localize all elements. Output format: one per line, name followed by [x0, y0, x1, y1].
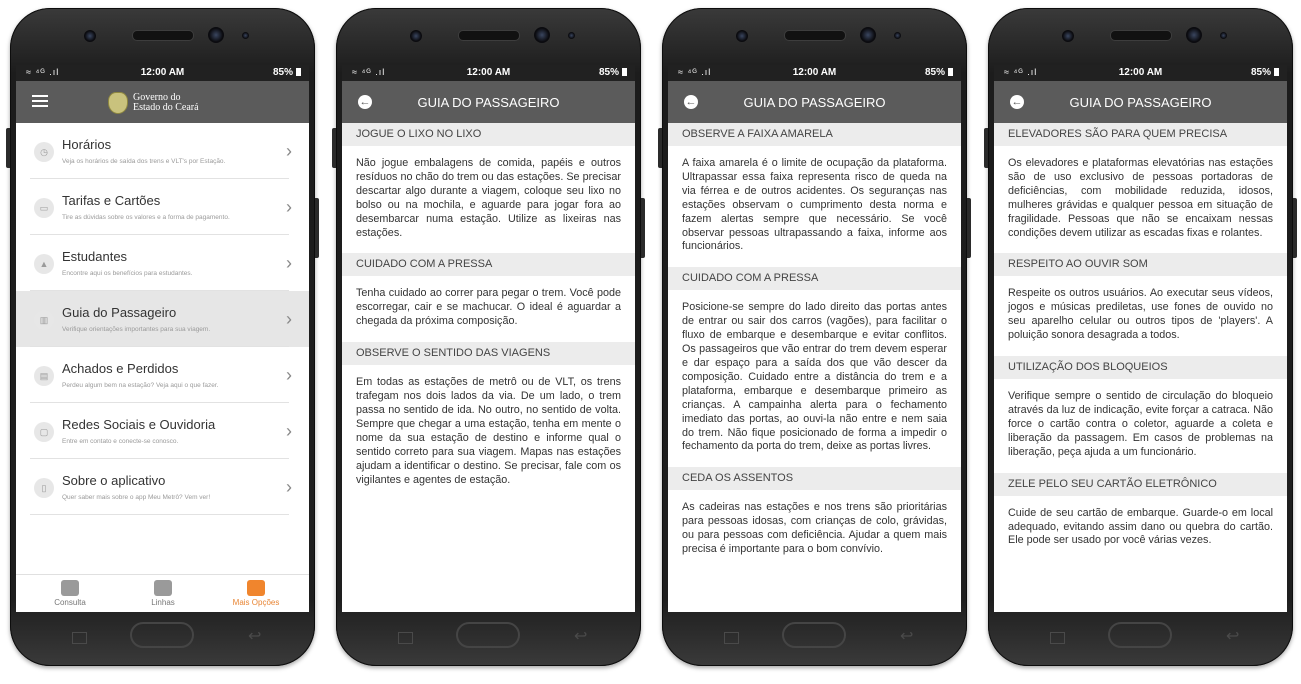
earpiece-speaker	[784, 30, 846, 41]
chevron-right-icon: ›	[286, 309, 292, 329]
status-bar	[668, 65, 961, 81]
menu-item-subtitle: Verifique orientações importantes para sua viagem.	[62, 326, 211, 333]
section-header: OBSERVE A FAIXA AMARELA	[668, 123, 961, 146]
open-book-icon	[247, 580, 265, 596]
menu-item-title: Horários	[62, 137, 112, 152]
section-body: Não jogue embalagens de comida, papéis e outros resíduos no chão do trem ou das estações. Se precisar descartar algo durante a viagem, coloque seu lixo no bolso ou na mochila, e aguarde para jogar fora ao desembarcar numa estação. Utilize as lixeiras nas estações.	[356, 157, 621, 239]
box-icon: ▤	[34, 366, 54, 386]
phone-frame-guide-2	[662, 8, 967, 666]
menu-item-title: Tarifas e Cartões	[62, 193, 161, 208]
chevron-right-icon: ›	[286, 253, 292, 273]
card-icon: ▭	[34, 198, 54, 218]
map-icon	[61, 580, 79, 596]
menu-item-title: Estudantes	[62, 249, 128, 264]
menu-item[interactable]	[16, 235, 309, 291]
section-body: Respeite os outros usuários. Ao executar seus vídeos, jogos e músicas prediletas, use fones de ouvido no seu aparelho celular ou outros tipos de 'players'. A poluição sonora desagrada a todos.	[1008, 287, 1273, 342]
home-button[interactable]	[782, 622, 846, 648]
page-title: GUIA DO PASSAGEIRO	[743, 95, 886, 110]
front-camera	[534, 27, 550, 43]
battery-level: 85%	[599, 67, 627, 78]
iris-sensor	[568, 32, 575, 39]
earpiece-speaker	[1110, 30, 1172, 41]
status-bar	[16, 65, 309, 81]
battery-icon	[622, 68, 627, 76]
menu-item[interactable]	[16, 459, 309, 515]
guide-screen	[668, 65, 961, 612]
hamburger-menu-icon[interactable]	[32, 95, 48, 107]
front-sensor	[1062, 30, 1074, 42]
battery-level: 85%	[273, 67, 301, 78]
menu-item-title: Guia do Passageiro	[62, 305, 177, 320]
tab-mais-opções[interactable]	[216, 580, 296, 607]
battery-icon	[948, 68, 953, 76]
tab-label: Consulta	[54, 598, 86, 607]
menu-item-subtitle: Tire as dúvidas sobre os valores e a forma de pagamento.	[62, 214, 230, 221]
section-header: OBSERVE O SENTIDO DAS VIAGENS	[342, 342, 635, 365]
section-body: Os elevadores e plataformas elevatórias nas estações são de uso exclusivo de pessoas portadoras de deficiências, com mobilidade reduzida, idosos, mulheres grávidas e qualquer pessoa em situação de fragilidade. Pessoas que não se encaixam nessas condições devem utilizar as escadas fixas e rolantes.	[1008, 157, 1273, 239]
phone-frame-menu	[10, 8, 315, 666]
recents-key-icon[interactable]	[1050, 632, 1065, 644]
chevron-right-icon: ›	[286, 197, 292, 217]
tab-linhas[interactable]	[123, 580, 203, 607]
guide-content[interactable]	[342, 123, 635, 612]
section-body: Cuide de seu cartão de embarque. Guarde-o em local adequado, evitando assim dano ou quebra do cartão. Ele pode ser usado por você várias vezes.	[1008, 506, 1273, 547]
hardware-keys	[16, 612, 309, 656]
signal-icon: ≈ ⁴ᴳ .ıl	[352, 67, 386, 77]
iris-sensor	[1220, 32, 1227, 39]
menu-item-title: Redes Sociais e Ouvidoria	[62, 417, 216, 432]
chevron-right-icon: ›	[286, 365, 292, 385]
status-time: 12:00 AM	[140, 67, 185, 78]
guide-screen	[994, 65, 1287, 612]
menu-item-subtitle: Perdeu algum bem na estação? Veja aqui o que fazer.	[62, 382, 219, 389]
state-seal-icon	[108, 92, 128, 114]
phone-frame-guide-1	[336, 8, 641, 666]
battery-level: 85%	[925, 67, 953, 78]
battery-icon	[296, 68, 301, 76]
front-sensor	[84, 30, 96, 42]
menu-item-subtitle: Quer saber mais sobre o app Meu Metrô? Vem ver!	[62, 494, 211, 501]
logo-line-1: Governo do	[133, 92, 181, 103]
section-body: Tenha cuidado ao correr para pegar o trem. Você pode escorregar, cair e se machucar. O ideal é aguardar a chegada da próxima composição.	[356, 287, 621, 328]
front-sensor	[736, 30, 748, 42]
front-sensor	[410, 30, 422, 42]
section-header: RESPEITO AO OUVIR SOM	[994, 253, 1287, 276]
menu-item-subtitle: Encontre aqui os benefícios para estudantes.	[62, 270, 193, 277]
government-logo	[108, 91, 199, 115]
menu-item[interactable]	[16, 347, 309, 403]
status-time: 12:00 AM	[1118, 67, 1163, 78]
home-button[interactable]	[130, 622, 194, 648]
section-header: UTILIZAÇÃO DOS BLOQUEIOS	[994, 356, 1287, 379]
app-bar	[16, 81, 309, 123]
menu-item-subtitle: Veja os horários de saída dos trens e VLT's por Estação.	[62, 158, 226, 165]
front-camera	[860, 27, 876, 43]
page-title: GUIA DO PASSAGEIRO	[1069, 95, 1212, 110]
recents-key-icon[interactable]	[72, 632, 87, 644]
chevron-right-icon: ›	[286, 141, 292, 161]
phone-icon: ▯	[34, 478, 54, 498]
menu-item[interactable]	[16, 123, 309, 179]
section-body: A faixa amarela é o limite de ocupação da plataforma. Ultrapassar essa faixa representa risco de queda na via férrea e de outros acidentes. Os seguranças nas estações observam o cumprimento desta norma e fazem alertas sempre que necessário. Se você observar pessoas ultrapassando a faixa, informe aos funcionários.	[682, 157, 947, 253]
menu-list	[16, 123, 309, 515]
section-header: ZELE PELO SEU CARTÃO ELETRÔNICO	[994, 473, 1287, 496]
menu-item[interactable]	[16, 179, 309, 235]
divider	[30, 514, 289, 515]
battery-icon	[1274, 68, 1279, 76]
iris-sensor	[242, 32, 249, 39]
signal-icon: ≈ ⁴ᴳ .ıl	[678, 67, 712, 77]
guide-screen	[342, 65, 635, 612]
app-bar	[668, 81, 961, 123]
status-time: 12:00 AM	[466, 67, 511, 78]
section-body: Em todas as estações de metrô ou de VLT, os trens trafegam nos dois lados da via. De um lado, o trem passa no sentido de ida. No outro, no sentido de volta. Sempre que chegar a uma estação, tenha em mente o nome da sua estação de destino e informe qual o sentido correto para sua viagem. Mapas nas estações ajudam a identificar o destino. Se precisar, fale com os vigilantes e agentes de estação.	[356, 376, 621, 486]
section-header: CEDA OS ASSENTOS	[668, 467, 961, 490]
status-bar	[342, 65, 635, 81]
app-bar	[994, 81, 1287, 123]
home-button[interactable]	[1108, 622, 1172, 648]
chevron-right-icon: ›	[286, 477, 292, 497]
front-camera	[208, 27, 224, 43]
book-icon: ▥	[34, 310, 54, 330]
guide-content[interactable]	[994, 123, 1287, 612]
back-arrow-icon[interactable]: ←	[685, 96, 697, 108]
menu-item[interactable]	[16, 403, 309, 459]
menu-screen	[16, 65, 309, 612]
section-header: ELEVADORES SÃO PARA QUEM PRECISA	[994, 123, 1287, 146]
section-header: CUIDADO COM A PRESSA	[668, 267, 961, 290]
tab-label: Mais Opções	[232, 598, 280, 607]
status-bar	[994, 65, 1287, 81]
section-header: CUIDADO COM A PRESSA	[342, 253, 635, 276]
back-arrow-icon[interactable]: ←	[1011, 96, 1023, 108]
train-icon	[154, 580, 172, 596]
front-camera	[1186, 27, 1202, 43]
bottom-tab-bar	[16, 574, 309, 612]
monitor-icon: ▢	[34, 422, 54, 442]
hardware-keys	[994, 612, 1287, 656]
app-bar	[342, 81, 635, 123]
recents-key-icon[interactable]	[724, 632, 739, 644]
status-time: 12:00 AM	[792, 67, 837, 78]
menu-item-title: Sobre o aplicativo	[62, 473, 166, 488]
battery-level: 85%	[1251, 67, 1279, 78]
phone-frame-guide-3	[988, 8, 1293, 666]
iris-sensor	[894, 32, 901, 39]
graduation-cap-icon: ▲	[34, 254, 54, 274]
signal-icon: ≈ ⁴ᴳ .ıl	[1004, 67, 1038, 77]
back-key-icon[interactable]: ↩	[900, 628, 914, 645]
clock-icon: ◷	[34, 142, 54, 162]
hardware-keys	[342, 612, 635, 656]
back-key-icon[interactable]: ↩	[574, 628, 588, 645]
recents-key-icon[interactable]	[398, 632, 413, 644]
tab-consulta[interactable]	[30, 580, 110, 607]
signal-icon: ≈ ⁴ᴳ .ıl	[26, 67, 60, 77]
back-key-icon[interactable]: ↩	[248, 628, 262, 645]
menu-item-title: Achados e Perdidos	[62, 361, 179, 376]
menu-item-subtitle: Entre em contato e conecte-se conosco.	[62, 438, 179, 445]
earpiece-speaker	[132, 30, 194, 41]
logo-line-2: Estado do Ceará	[133, 102, 199, 113]
home-button[interactable]	[456, 622, 520, 648]
section-body: Verifique sempre o sentido de circulação do bloqueio através da luz de indicação, evite forçar a catraca. Não force o cartão contra o coletor, aguarde a coleta e liberação da passagem. Em casos de problemas na liberação, peça ajuda a um funcionário.	[1008, 390, 1273, 458]
hardware-keys	[668, 612, 961, 656]
back-arrow-icon[interactable]: ←	[359, 96, 371, 108]
tab-label: Linhas	[151, 598, 175, 607]
earpiece-speaker	[458, 30, 520, 41]
guide-content[interactable]	[668, 123, 961, 612]
menu-item[interactable]	[16, 291, 309, 347]
section-header: JOGUE O LIXO NO LIXO	[342, 123, 635, 146]
back-key-icon[interactable]: ↩	[1226, 628, 1240, 645]
chevron-right-icon: ›	[286, 421, 292, 441]
page-title: GUIA DO PASSAGEIRO	[417, 95, 560, 110]
section-body: Posicione-se sempre do lado direito das portas antes de entrar ou sair dos carros (vagões), para facilitar o fluxo de embarque e desembarque e evitar conflitos. Os passageiros que vão entrar do trem devem esperar e dar espaço para a saída dos que vão descer da composição. Cuidado entre a distância do trem e a plataforma, embarque e desembarque primeiro as crianças. A campainha alerta para o fechamento imediato das portas, ao ouvi-la não entre e nem saia do trem. Não fique posicionado de forma a impedir o fechamento da porta do trem, deixe as portas livres.	[682, 301, 947, 453]
section-body: As cadeiras nas estações e nos trens são prioritárias para pessoas idosas, com crianças de colo, grávidas, ou para pessoas com deficiência. Ajudar a quem mais precisa é importante para o bom convívio.	[682, 501, 947, 556]
